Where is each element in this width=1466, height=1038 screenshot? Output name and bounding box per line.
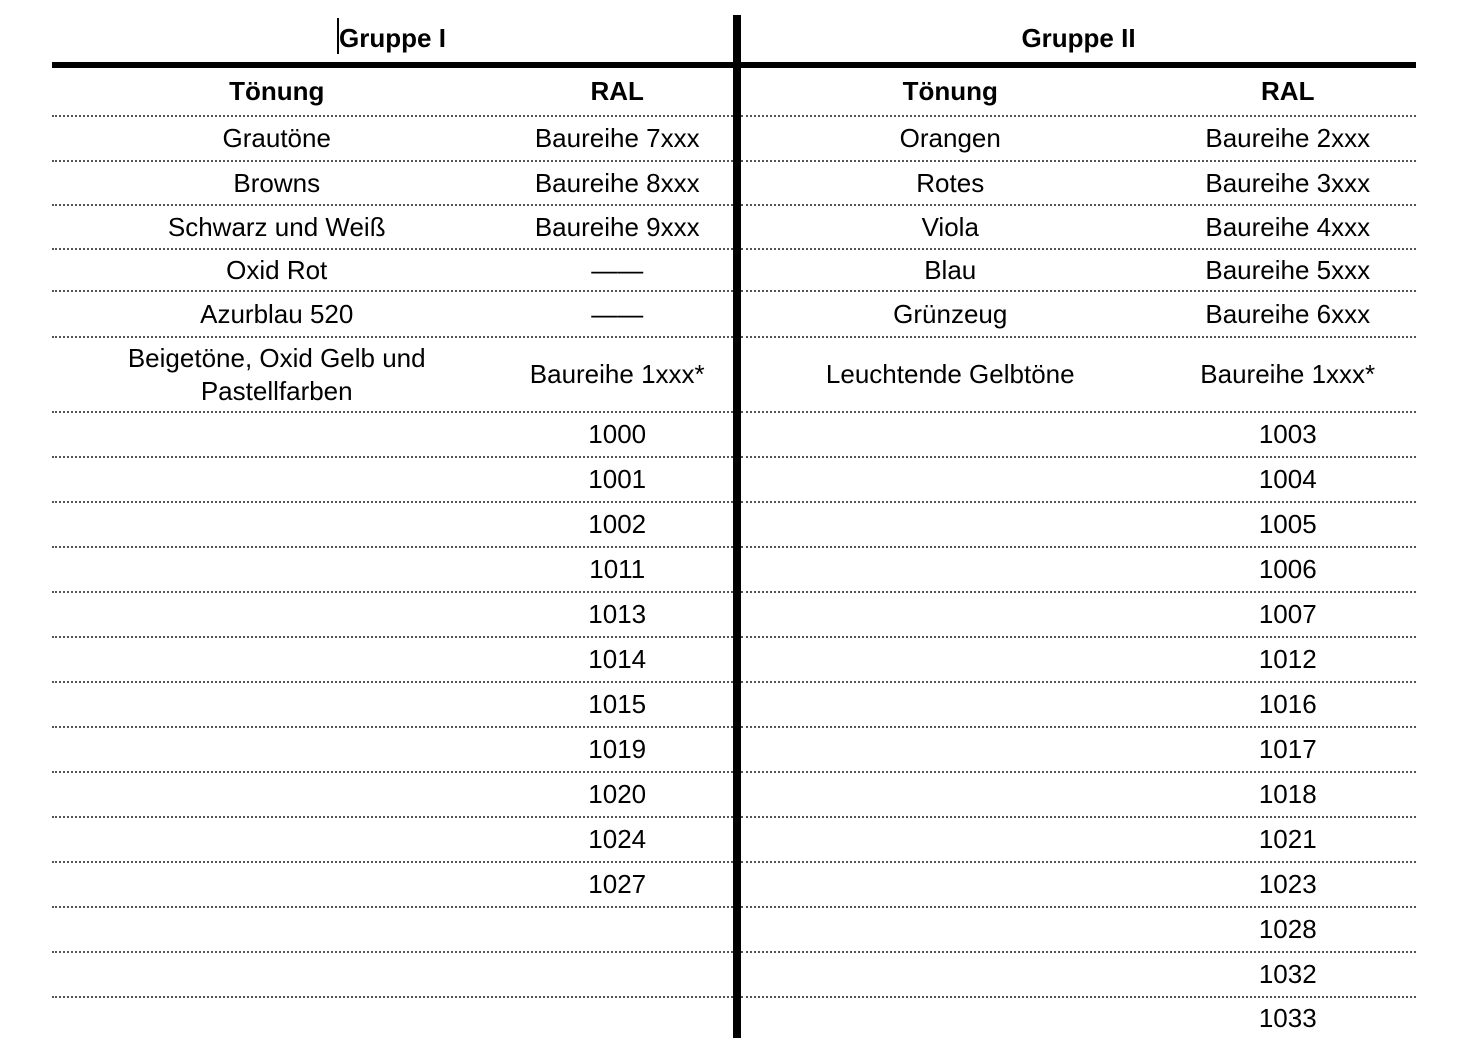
- ral-cell[interactable]: Baureihe 8xxx: [534, 167, 700, 198]
- gruppe-2-column-headers: [741, 68, 1416, 117]
- ral-cell[interactable]: Baureihe 9xxx: [534, 211, 700, 242]
- table-row: [741, 250, 1416, 292]
- ral-column-header[interactable]: RAL: [1261, 76, 1315, 107]
- gruppe-2-section: [741, 15, 1416, 1038]
- tonung-cell[interactable]: [52, 773, 501, 816]
- tonung-cell[interactable]: [741, 503, 1160, 546]
- table-row: [741, 292, 1416, 338]
- table-row: [741, 413, 1416, 458]
- table-row: [52, 162, 733, 206]
- tonung-cell[interactable]: [52, 908, 501, 951]
- ral-cell[interactable]: 1007: [1258, 599, 1317, 630]
- ral-cell[interactable]: Baureihe 5xxx: [1205, 254, 1371, 285]
- tonung-cell[interactable]: [52, 683, 501, 726]
- table-row: [52, 818, 733, 863]
- table-row: [741, 683, 1416, 728]
- ral-cell[interactable]: [501, 953, 733, 996]
- tonung-cell[interactable]: Browns: [233, 167, 321, 198]
- table-row: [52, 773, 733, 818]
- table-row: [52, 593, 733, 638]
- ral-cell[interactable]: 1023: [1258, 869, 1317, 900]
- table-row: [52, 683, 733, 728]
- group-divider-line: [733, 15, 741, 1038]
- ral-cell[interactable]: 1015: [588, 689, 647, 720]
- gruppe-1-rows: [52, 117, 733, 1038]
- table-row: [741, 863, 1416, 908]
- ral-cell[interactable]: 1027: [588, 869, 647, 900]
- tonung-cell[interactable]: [741, 773, 1160, 816]
- tonung-cell[interactable]: [741, 413, 1160, 456]
- ral-cell[interactable]: 1018: [1258, 779, 1317, 810]
- table-row: [741, 638, 1416, 683]
- table-row: [52, 908, 733, 953]
- tonung-cell[interactable]: Grautöne: [222, 123, 331, 154]
- ral-cell[interactable]: 1016: [1258, 689, 1317, 720]
- table-row: [741, 818, 1416, 863]
- ral-cell[interactable]: 1001: [588, 464, 647, 495]
- tonung-cell[interactable]: [52, 953, 501, 996]
- table-row: [741, 458, 1416, 503]
- tonung-cell[interactable]: [741, 818, 1160, 861]
- ral-cell[interactable]: ——: [591, 254, 644, 285]
- table-row: [52, 338, 733, 413]
- tonung-cell[interactable]: [741, 683, 1160, 726]
- tonung-cell[interactable]: Blau: [924, 254, 977, 285]
- table-row: [741, 953, 1416, 998]
- table-row: [52, 413, 733, 458]
- table-row: [741, 728, 1416, 773]
- table-row: [52, 548, 733, 593]
- ral-cell[interactable]: 1024: [588, 824, 647, 855]
- ral-cell[interactable]: 1019: [588, 734, 647, 765]
- ral-cell[interactable]: [501, 998, 733, 1038]
- tonung-cell[interactable]: [741, 998, 1160, 1038]
- table-row: [52, 503, 733, 548]
- ral-cell[interactable]: 1003: [1258, 419, 1317, 450]
- table-row: [52, 292, 733, 338]
- tonung-cell[interactable]: Leuchtende Gelbtöne: [825, 359, 1075, 390]
- ral-cell[interactable]: 1000: [588, 419, 647, 450]
- tonung-cell[interactable]: Orangen: [899, 123, 1001, 154]
- table-row: [52, 638, 733, 683]
- table-row: [741, 773, 1416, 818]
- tonung-cell[interactable]: Oxid Rot: [226, 254, 328, 285]
- table-row: [741, 206, 1416, 250]
- ral-cell[interactable]: 1014: [588, 644, 647, 675]
- tonung-cell[interactable]: [741, 728, 1160, 771]
- tonung-column-header[interactable]: Tönung: [229, 76, 325, 107]
- ral-cell[interactable]: Baureihe 4xxx: [1205, 211, 1371, 242]
- table-row: [52, 728, 733, 773]
- tonung-cell[interactable]: [741, 548, 1160, 591]
- table-row: [741, 548, 1416, 593]
- ral-cell[interactable]: Baureihe 7xxx: [534, 123, 700, 154]
- tonung-cell[interactable]: [741, 593, 1160, 636]
- gruppe-1-section: [52, 15, 733, 1038]
- ral-cell[interactable]: 1032: [1258, 959, 1317, 990]
- tonung-cell[interactable]: [52, 728, 501, 771]
- ral-cell[interactable]: Baureihe 6xxx: [1205, 298, 1371, 329]
- table-row: [741, 117, 1416, 162]
- ral-cell[interactable]: 1020: [588, 779, 647, 810]
- tonung-cell[interactable]: [52, 548, 501, 591]
- ral-cell[interactable]: 1021: [1258, 824, 1317, 855]
- ral-cell[interactable]: 1017: [1258, 734, 1317, 765]
- gruppe-1-title[interactable]: Gruppe I: [339, 23, 446, 53]
- table-row: [52, 863, 733, 908]
- ral-cell[interactable]: 1004: [1258, 464, 1317, 495]
- gruppe-2-title-row: [741, 15, 1416, 68]
- tonung-cell[interactable]: Rotes: [916, 167, 985, 198]
- tonung-cell[interactable]: [741, 458, 1160, 501]
- table-row: [741, 998, 1416, 1038]
- table-row: [741, 908, 1416, 953]
- ral-cell[interactable]: 1006: [1258, 554, 1317, 585]
- ral-cell[interactable]: Baureihe 3xxx: [1205, 167, 1371, 198]
- gruppe-1-column-headers: [52, 68, 733, 117]
- tonung-cell[interactable]: [741, 638, 1160, 681]
- tonung-cell[interactable]: Azurblau 520: [200, 298, 354, 329]
- tonung-cell[interactable]: [52, 413, 501, 456]
- table-row: [741, 338, 1416, 413]
- text-cursor-caret: [337, 18, 339, 54]
- ral-cell[interactable]: 1033: [1258, 1002, 1317, 1033]
- tonung-cell[interactable]: Beigetöne, Oxid Gelb und Pastellfarben: [127, 343, 426, 406]
- ral-cell[interactable]: Baureihe 2xxx: [1205, 123, 1371, 154]
- tonung-cell[interactable]: [52, 638, 501, 681]
- ral-cell[interactable]: Baureihe 1xxx*: [1200, 359, 1376, 390]
- table-row: [741, 162, 1416, 206]
- ral-cell[interactable]: 1005: [1258, 509, 1317, 540]
- tonung-cell[interactable]: Grünzeug: [893, 298, 1008, 329]
- table-row: [741, 593, 1416, 638]
- gruppe-2-rows: [741, 117, 1416, 1038]
- ral-cell[interactable]: ——: [591, 298, 644, 329]
- table-row: [52, 998, 733, 1038]
- ral-cell[interactable]: Baureihe 1xxx*: [529, 359, 705, 390]
- tonung-cell[interactable]: [741, 863, 1160, 906]
- tonung-cell[interactable]: [52, 503, 501, 546]
- gruppe-2-title[interactable]: Gruppe II: [1021, 23, 1136, 53]
- ral-cell[interactable]: [501, 908, 733, 951]
- tonung-cell[interactable]: [52, 863, 501, 906]
- table-row: [52, 206, 733, 250]
- tonung-column-header[interactable]: Tönung: [902, 76, 998, 107]
- ral-cell[interactable]: 1028: [1258, 914, 1317, 945]
- tonung-cell[interactable]: Viola: [921, 211, 979, 242]
- table-row: [52, 953, 733, 998]
- tonung-cell[interactable]: [52, 998, 501, 1038]
- tonung-cell[interactable]: [52, 458, 501, 501]
- ral-cell[interactable]: 1011: [589, 554, 646, 585]
- table-row: [741, 503, 1416, 548]
- gruppe-1-title-row: [52, 15, 733, 68]
- table-row: [52, 250, 733, 292]
- tonung-cell[interactable]: [741, 908, 1160, 951]
- ral-color-groups-table: [52, 15, 1416, 1038]
- table-row: [52, 117, 733, 162]
- tonung-cell[interactable]: [741, 953, 1160, 996]
- tonung-cell[interactable]: [52, 818, 501, 861]
- ral-column-header[interactable]: RAL: [590, 76, 644, 107]
- ral-cell[interactable]: 1002: [588, 509, 647, 540]
- ral-cell[interactable]: 1012: [1258, 644, 1317, 675]
- tonung-cell[interactable]: Schwarz und Weiß: [167, 211, 386, 242]
- tonung-cell[interactable]: [52, 593, 501, 636]
- table-row: [52, 458, 733, 503]
- ral-cell[interactable]: 1013: [588, 599, 647, 630]
